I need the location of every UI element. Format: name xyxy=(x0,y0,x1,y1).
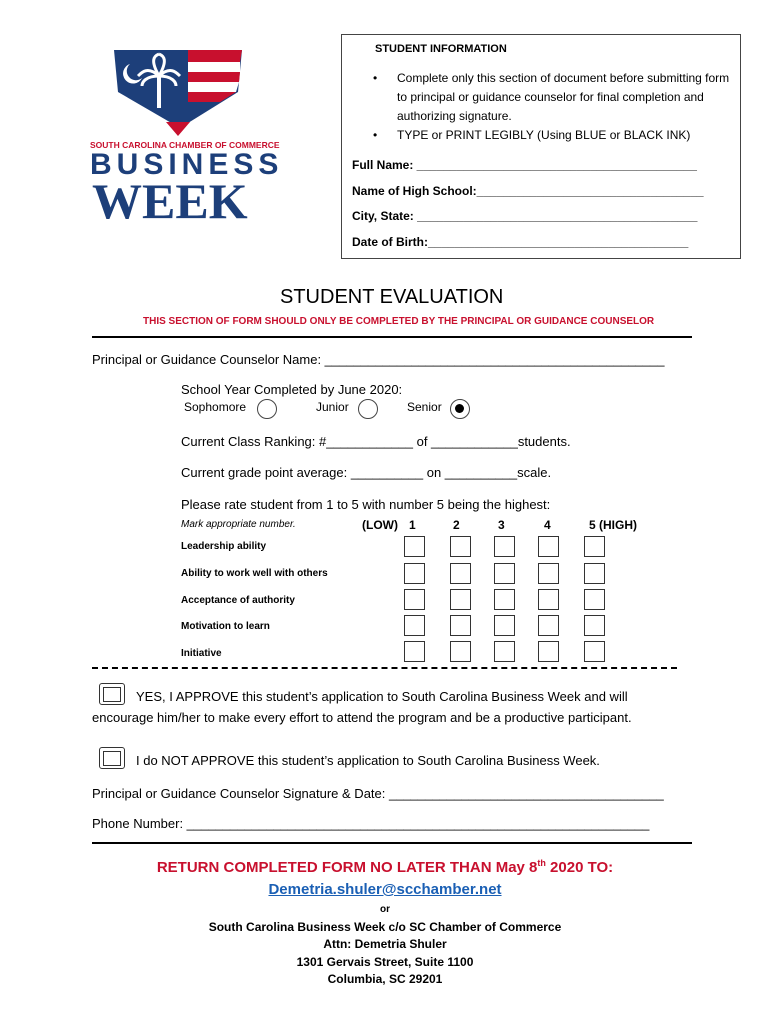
student-info-box xyxy=(341,34,741,259)
palmetto-flag-icon xyxy=(90,42,282,142)
scale-3-label: 3 xyxy=(498,518,505,532)
rating-box[interactable] xyxy=(404,615,425,636)
rating-box[interactable] xyxy=(584,563,605,584)
city-state-field[interactable]: City, State: __________________________________________ xyxy=(352,209,698,223)
criterion-teamwork: Ability to work well with others xyxy=(181,568,328,579)
counselor-name-field[interactable]: Principal or Guidance Counselor Name: _______________________________________________ xyxy=(92,352,665,367)
scale-1-label: 1 xyxy=(409,518,416,532)
logo-week: WEEK xyxy=(92,173,248,229)
return-email-link[interactable]: Demetria.shuler@scchamber.net xyxy=(268,881,502,898)
rating-box[interactable] xyxy=(404,589,425,610)
evaluation-subtitle: THIS SECTION OF FORM SHOULD ONLY BE COMPLETED BY THE PRINCIPAL OR GUIDANCE COUNSELOR xyxy=(143,316,655,327)
divider xyxy=(92,336,692,338)
rating-box[interactable] xyxy=(538,536,559,557)
phone-number-field[interactable]: Phone Number: ________________________________________________________________ xyxy=(92,816,650,831)
address-line-4: Columbia, SC 29201 xyxy=(327,972,443,986)
junior-label: Junior xyxy=(316,400,349,414)
sophomore-radio[interactable] xyxy=(257,399,277,419)
rating-box[interactable] xyxy=(584,615,605,636)
rating-box[interactable] xyxy=(450,536,471,557)
approve-checkbox[interactable] xyxy=(99,683,125,705)
senior-label: Senior xyxy=(407,400,442,414)
rating-box[interactable] xyxy=(584,536,605,557)
rating-box[interactable] xyxy=(538,615,559,636)
evaluation-title: STUDENT EVALUATION xyxy=(280,286,504,308)
sophomore-label: Sophomore xyxy=(184,400,247,414)
gpa-field[interactable]: Current grade point average: __________ on __________scale. xyxy=(181,465,552,480)
rating-box[interactable] xyxy=(450,641,471,662)
disapprove-checkbox[interactable] xyxy=(99,747,125,769)
rating-box[interactable] xyxy=(450,589,471,610)
rating-box[interactable] xyxy=(538,563,559,584)
address-line-3: 1301 Gervais Street, Suite 1100 xyxy=(296,955,474,969)
logo-org-line: SOUTH CAROLINA CHAMBER OF COMMERCE xyxy=(90,140,280,150)
criterion-initiative: Initiative xyxy=(181,648,222,659)
rate-instructions: Please rate student from 1 to 5 with number 5 being the highest: xyxy=(181,497,551,512)
rating-box[interactable] xyxy=(404,536,425,557)
student-info-bullet-2: TYPE or PRINT LEGIBLY (Using BLUE or BLACK INK) xyxy=(397,128,691,142)
divider xyxy=(92,842,692,844)
student-info-title: STUDENT INFORMATION xyxy=(375,43,507,55)
logo-business: BUSINESS xyxy=(90,148,284,181)
scale-4-label: 4 xyxy=(544,518,551,532)
return-deadline: RETURN COMPLETED FORM NO LATER THAN May 8th 2020 TO: xyxy=(156,858,614,876)
rating-box[interactable] xyxy=(584,641,605,662)
rating-box[interactable] xyxy=(494,536,515,557)
rating-box[interactable] xyxy=(404,641,425,662)
student-info-bullet-1: Complete only this section of document before submitting form to principal or guidance counselor for final completion and authorizing signature. xyxy=(397,71,730,123)
rating-box[interactable] xyxy=(450,563,471,584)
address-line-1: South Carolina Business Week c/o SC Chamber of Commerce xyxy=(208,920,562,934)
scale-2-label: 2 xyxy=(453,518,460,532)
rating-box[interactable] xyxy=(404,563,425,584)
approve-text-line2: encourage him/her to make every effort to attend the program and be a productive participant. xyxy=(92,710,632,725)
junior-radio[interactable] xyxy=(358,399,378,419)
disapprove-text: I do NOT APPROVE this student’s application to South Carolina Business Week. xyxy=(136,753,600,768)
rating-box[interactable] xyxy=(450,615,471,636)
date-of-birth-field[interactable]: Date of Birth:_______________________________________ xyxy=(352,235,689,249)
high-school-field[interactable]: Name of High School:__________________________________ xyxy=(352,184,704,198)
return-or: or xyxy=(380,904,390,915)
school-year-label: School Year Completed by June 2020: xyxy=(181,382,403,397)
criterion-motivation: Motivation to learn xyxy=(181,621,270,632)
rating-box[interactable] xyxy=(584,589,605,610)
rating-box[interactable] xyxy=(494,641,515,662)
dashed-divider xyxy=(92,667,677,669)
criterion-leadership: Leadership ability xyxy=(181,541,267,552)
logo xyxy=(90,42,284,229)
scale-5-label: 5 (HIGH) xyxy=(589,518,637,532)
mark-note: Mark appropriate number. xyxy=(181,519,296,530)
rating-box[interactable] xyxy=(494,563,515,584)
bullet-icon: • xyxy=(373,128,378,142)
rating-box[interactable] xyxy=(538,589,559,610)
address-line-2: Attn: Demetria Shuler xyxy=(323,937,447,951)
return-email-row xyxy=(0,881,770,899)
rating-box[interactable] xyxy=(494,615,515,636)
scale-low-label: (LOW) xyxy=(362,518,398,532)
bullet-icon: • xyxy=(373,71,378,85)
rating-box[interactable] xyxy=(538,641,559,662)
senior-radio[interactable] xyxy=(450,399,470,419)
criterion-authority: Acceptance of authority xyxy=(181,595,295,606)
approve-text-line1: YES, I APPROVE this student’s application to South Carolina Business Week and will xyxy=(136,689,628,704)
signature-date-field[interactable]: Principal or Guidance Counselor Signature & Date: ______________________________________ xyxy=(92,786,664,801)
full-name-field[interactable]: Full Name: __________________________________________ xyxy=(352,158,697,172)
class-ranking-field[interactable]: Current Class Ranking: #____________ of ____________students. xyxy=(181,434,571,449)
rating-box[interactable] xyxy=(494,589,515,610)
